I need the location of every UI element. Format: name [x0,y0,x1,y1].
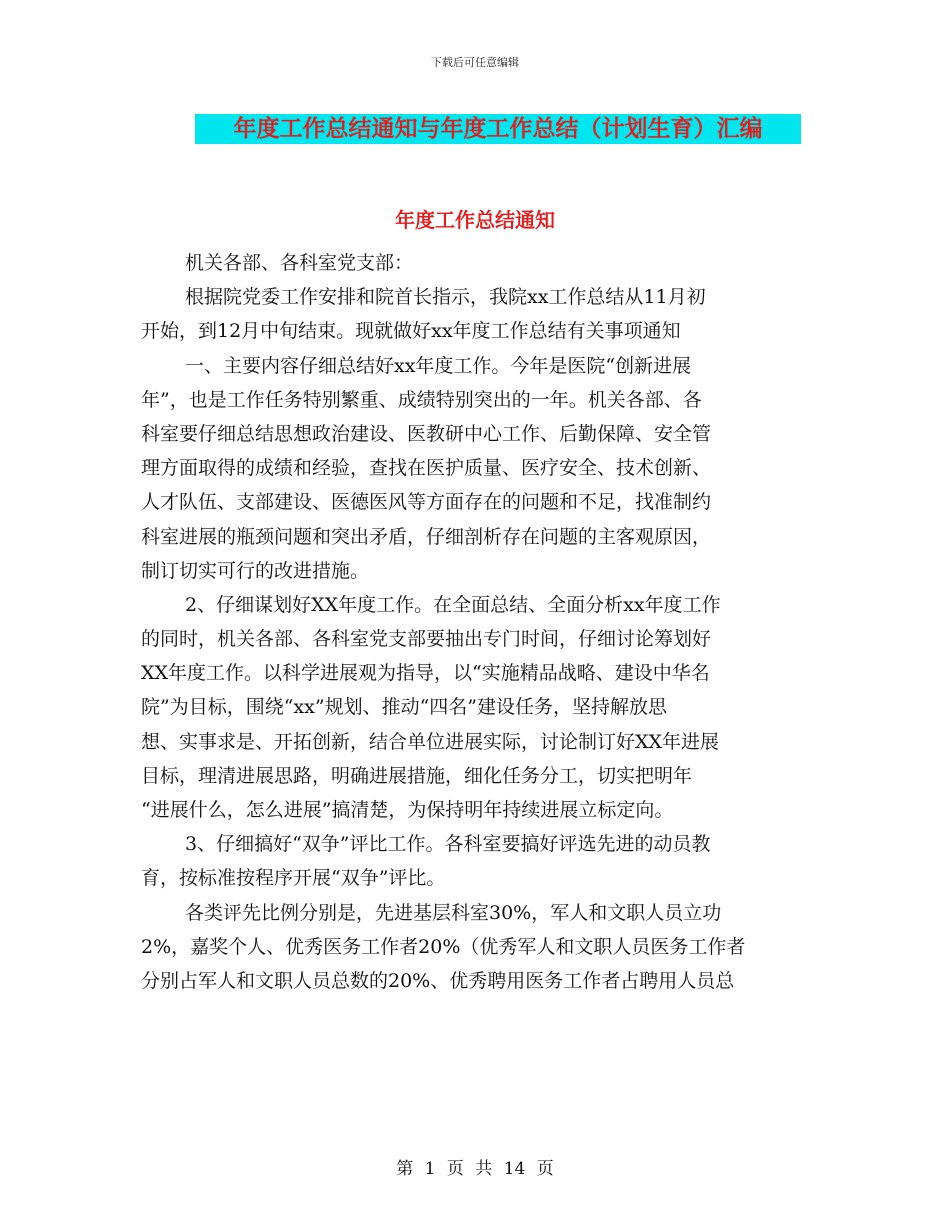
text-line: 科室要仔细总结思想政治建设、医教研中心工作、后勤保障、安全管 [141,422,712,445]
text-line: XX年度工作。以科学进展观为指导，以“实施精品战略、建设中华名 [141,662,710,685]
text-line: 各类评先比例分别是，先进基层科室30%，军人和文职人员立功 [185,901,722,924]
text-line: 院”为目标，围绕“xx”规划、推动“四名”建设任务，坚持解放思 [141,696,667,719]
text-line: 制订切实可行的改进措施。 [141,559,370,582]
text-line: 一、主要内容仔细总结好xx年度工作。今年是医院“创新进展 [185,354,692,377]
text-line: 育，按标准按程序开展“双争”评比。 [141,867,446,890]
text-line: 年”，也是工作任务特别繁重、成绩特别突出的一年。机关各部、各 [141,388,702,411]
text-line: 开始，到12月中旬结束。现就做好xx年度工作总结有关事项通知 [141,320,681,343]
text-line: 分别占军人和文职人员总数的20%、优秀聘用医务工作者占聘用人员总 [141,969,735,992]
document-title: 年度工作总结通知与年度工作总结（计划生育）汇编 [195,114,801,144]
text-line: “进展什么，怎么进展”搞清楚，为保持明年持续进展立标定向。 [141,799,674,821]
text-line: 机关各部、各科室党支部： [185,252,414,274]
text-line: 理方面取得的成绩和经验，查找在医护质量、医疗安全、技术创新、 [141,457,712,480]
section-title: 年度工作总结通知 [395,208,555,232]
text-line: 的同时，机关各部、各科室党支部要抽出专门时间，仔细讨论筹划好 [141,628,712,651]
page-number: 第 1 页 共 14 页 [396,1159,554,1179]
text-line: 科室进展的瓶颈问题和突出矛盾，仔细剖析存在问题的主客观原因， [141,525,712,548]
body-text [141,246,801,998]
text-line: 根据院党委工作安排和院首长指示，我院xx工作总结从11月初 [185,286,706,309]
header-note: 下载后可任意编辑 [431,56,519,69]
text-line: 人才队伍、支部建设、医德医风等方面存在的问题和不足，找准制约 [141,491,712,514]
text-line: 2%，嘉奖个人、优秀医务工作者20%（优秀军人和文职人员医务工作者 [141,935,746,958]
text-line: 目标，理清进展思路，明确进展措施，细化任务分工，切实把明年 [141,764,693,787]
text-line: 想、实事求是、开拓创新，结合单位进展实际，讨论制订好XX年进展 [141,730,720,753]
text-line: 2、仔细谋划好XX年度工作。在全面总结、全面分析xx年度工作 [185,593,721,616]
text-line: 3、仔细搞好“双争”评比工作。各科室要搞好评选先进的动员教 [185,833,711,856]
